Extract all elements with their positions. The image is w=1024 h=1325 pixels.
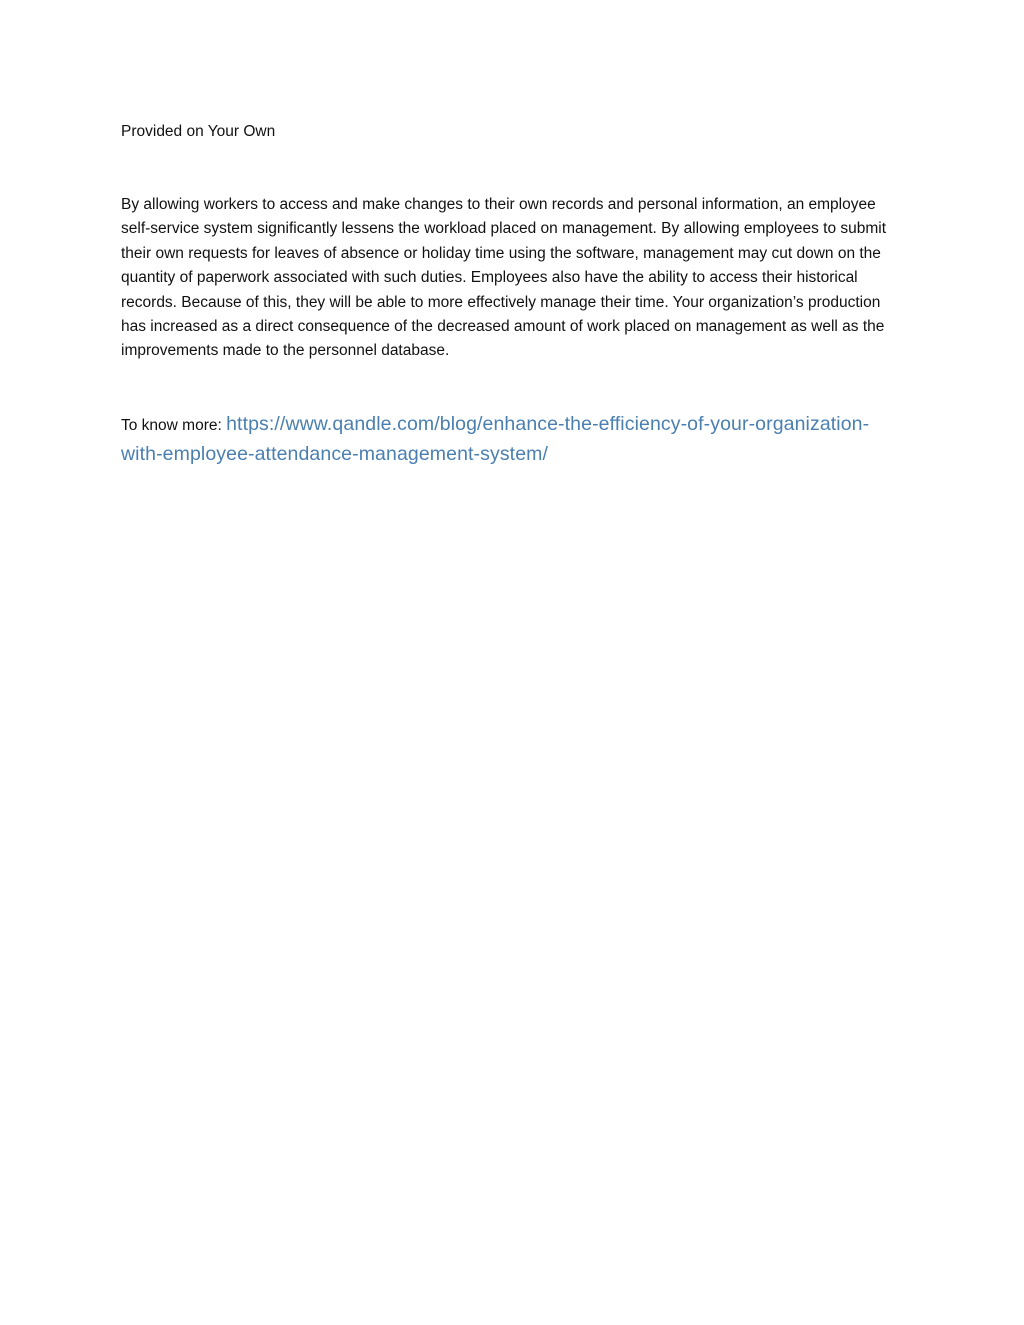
know-more-line xyxy=(121,410,881,470)
body-paragraph: By allowing workers to access and make changes to their own records and personal information, an employee self-service system significantly lessens the workload placed on management. By allowing employees to submit their own requests for leaves of absence or holiday time using the software, management may cut down on the quantity of paperwork associated with such duties. Employees also have the ability to access their historical records. Because of this, they will be able to more effectively manage their time. Your organization’s production has increased as a direct consequence of the decreased amount of work placed on management as well as the improvements made to the personnel database. xyxy=(121,196,887,360)
qandle-blog-link[interactable]: https://www.qandle.com/blog/enhance-the-efficiency-of-your-organization-with-employee-attendance-management-system/ xyxy=(121,412,870,465)
know-more-label: To know more: xyxy=(121,416,227,434)
document-content xyxy=(121,119,911,470)
section-heading: Provided on Your Own xyxy=(121,123,276,140)
